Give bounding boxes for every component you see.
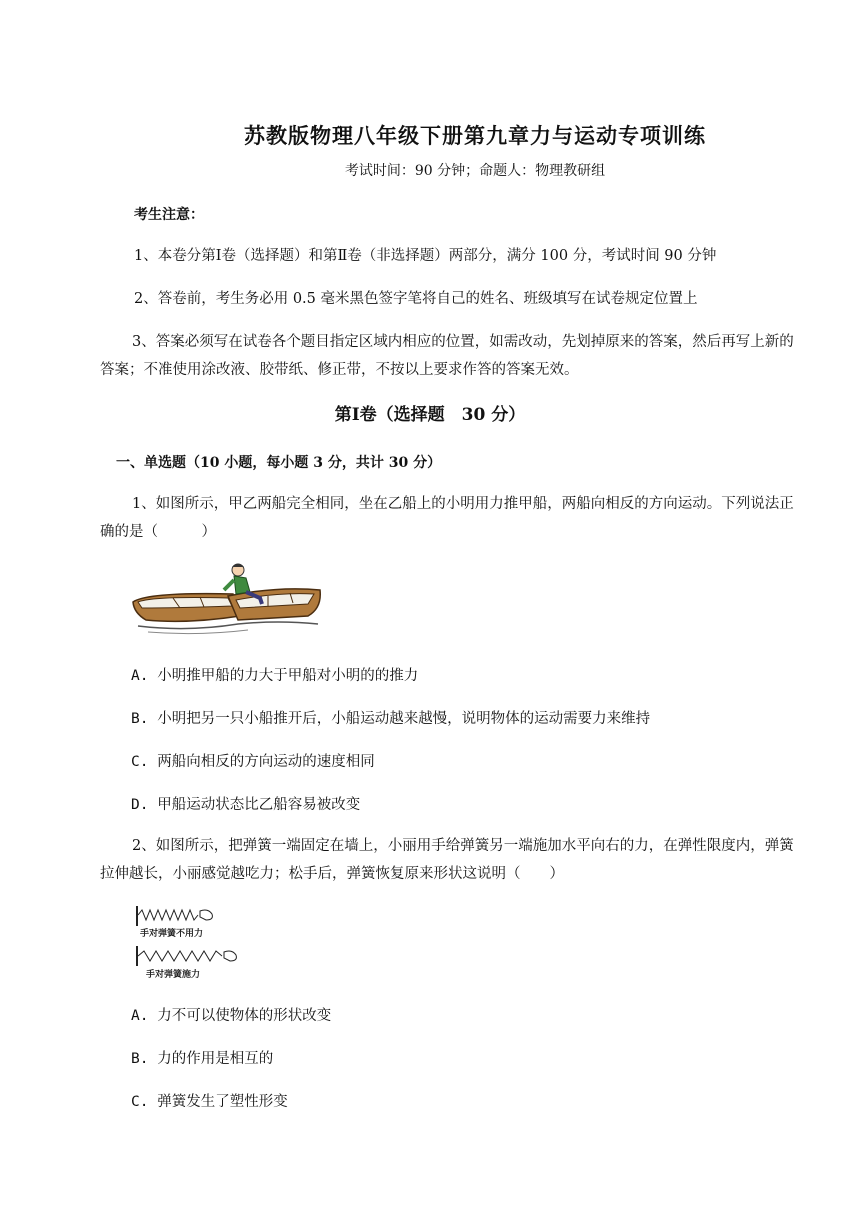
notice-item: 1、本卷分第Ⅰ卷（选择题）和第Ⅱ卷（非选择题）两部分，满分 100 分，考试时间 90 分钟: [134, 248, 717, 264]
spring-label-force: 手对弹簧施力: [146, 970, 201, 980]
option-b: B. 小明把另一只小船推开后，小船运动越来越慢，说明物体的运动需要力来维持: [131, 711, 651, 727]
notice-item: 3、答案必须写在试卷各个题目指定区域内相应的位置，如需改动，先划掉原来的答案，然后再写上新的答案；不准使用涂改液、胶带纸、修正带，不按以上要求作答的答案无效。: [100, 334, 794, 378]
question-stem: 2、如图所示，把弹簧一端固定在墙上，小丽用手给弹簧另一端施加水平向右的力，在弹性限度内，弹簧拉伸越长，小丽感觉越吃力；松手后，弹簧恢复原来形状这说明（ ）: [100, 838, 794, 882]
boats-illustration: [128, 558, 328, 638]
option-b: B. 力的作用是相互的: [131, 1051, 274, 1067]
part-heading: 一、单选题（10 小题，每小题 3 分，共计 30 分）: [116, 455, 442, 471]
option-a: A. 力不可以使物体的形状改变: [131, 1008, 332, 1024]
notice-item: 2、答卷前，考生务必用 0.5 毫米黑色签字笔将自己的姓名、班级填写在试卷规定位置上: [134, 291, 698, 307]
section-title: 第Ⅰ卷（选择题 30 分）: [334, 405, 526, 425]
exam-info: 考试时间：90 分钟；命题人：物理教研组: [344, 163, 606, 179]
question-stem: 1、如图所示，甲乙两船完全相同，坐在乙船上的小明用力推甲船，两船向相反的方向运动。下列说法正确的是（ ）: [100, 496, 794, 540]
option-c: C. 两船向相反的方向运动的速度相同: [131, 754, 375, 770]
page-title: 苏教版物理八年级下册第九章力与运动专项训练: [244, 123, 706, 148]
spring-label-no-force: 手对弹簧不用力: [140, 929, 204, 939]
option-a: A. 小明推甲船的力大于甲船对小明的的推力: [131, 668, 419, 684]
spring-illustration: [130, 900, 250, 982]
option-d: D. 甲船运动状态比乙船容易被改变: [131, 797, 361, 813]
option-c: C. 弹簧发生了塑性形变: [131, 1094, 288, 1110]
notice-heading: 考生注意：: [134, 207, 204, 223]
